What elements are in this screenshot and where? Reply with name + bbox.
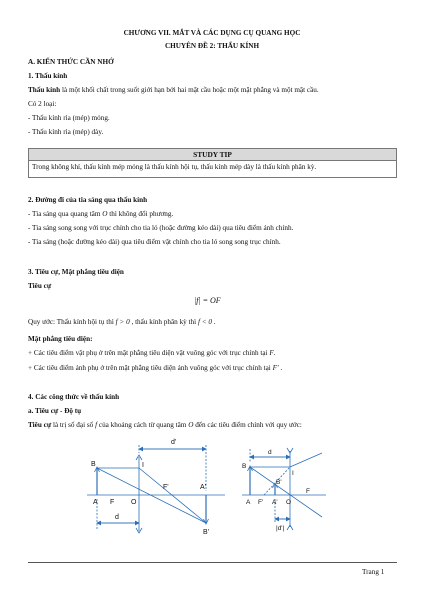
label-F-right: F <box>306 488 310 495</box>
study-tip-box <box>28 148 397 178</box>
s1-title: 1. Thấu kính <box>28 72 68 80</box>
s2-title: 2. Đường đi của tia sáng qua thấu kính <box>28 196 148 204</box>
converging-lens-diagram <box>85 435 230 535</box>
s3-plane-2 <box>28 364 282 373</box>
s3-title: 3. Tiêu cự, Mặt phẳng tiêu diện <box>28 268 124 276</box>
label-F-prime-right: F' <box>258 499 264 506</box>
plane-2-a: + Các tiêu điểm ảnh phụ ở trên mặt phẳng tiêu diện ảnh vuông góc với trục chính tại <box>28 364 273 372</box>
label-d-prime: d' <box>171 439 177 446</box>
s4-title: 4. Các công thức về thấu kính <box>28 393 120 401</box>
ray-center <box>97 468 206 523</box>
s4-definition <box>28 421 302 430</box>
s1-def-term: Thấu kính <box>28 86 61 94</box>
conv-a: Quy ước: Thấu kính hội tụ thì <box>28 318 116 326</box>
label-O: O <box>131 499 137 506</box>
chapter-title: CHƯƠNG VII. MẮT VÀ CÁC DỤNG CỤ QUANG HỌC <box>123 29 301 37</box>
plane-1-a: + Các tiêu điểm vật phụ ở trên mặt phẳng tiêu diện vật vuông góc với trục chính tại <box>28 349 270 357</box>
label-I-right: I <box>292 470 294 477</box>
s2-line-1-a: - Tia sáng qua quang tâm <box>28 210 103 218</box>
study-tip-title: STUDY TIP <box>29 149 396 161</box>
plane-1-f: F <box>269 349 274 357</box>
section-a-title: A. KIẾN THỨC CẦN NHỚ <box>28 58 114 66</box>
footer-rule <box>28 562 397 563</box>
label-d: d <box>115 514 119 521</box>
label-B-prime: B' <box>203 529 210 535</box>
label-A: A <box>93 499 98 506</box>
s4-def-f: f <box>95 421 98 429</box>
label-d-right: d <box>268 449 272 456</box>
s4-def-o: O <box>188 421 194 429</box>
s4-def-c: đến các tiêu điểm chính với quy ước: <box>193 421 302 429</box>
s2-line-1-o: O <box>102 210 108 218</box>
s4-def-a: là trị số đại số <box>51 421 96 429</box>
conv-c: . <box>212 318 216 326</box>
s4-def-term: Tiêu cự <box>28 421 52 429</box>
s2-line-2: - Tia sáng song song với trục chính cho tia ló (hoặc đường kéo dài) qua tiêu điểm ảnh chính. <box>28 224 294 232</box>
label-B: B <box>91 461 96 468</box>
label-A-prime-right: A' <box>272 499 278 506</box>
s1-definition <box>28 86 319 95</box>
label-O-right: O <box>286 499 292 506</box>
s1-def-rest: là một khối chất trong suốt giới hạn bởi hai mặt cầu hoặc một mặt phẳng và một mặt cầu. <box>60 86 319 94</box>
page-number: Trang 1 <box>362 568 385 576</box>
s2-line-1 <box>28 210 173 219</box>
s3-sub-focal-plane: Mặt phẳng tiêu diện: <box>28 335 93 343</box>
conv-b: , thấu kính phân kỳ thì <box>129 318 198 326</box>
diverging-lens-diagram <box>240 437 330 535</box>
s3-plane-1 <box>28 349 276 358</box>
s1-type-2: - Thấu kính rìa (mép) dày. <box>28 128 104 136</box>
label-F: F <box>110 499 115 506</box>
label-I: I <box>142 462 144 469</box>
label-B-prime-right: B' <box>276 479 282 486</box>
study-tip-body: Trong không khí, thấu kính mép mỏng là thấu kính hội tụ, thấu kính mép dày là thấu kính phân kỳ. <box>32 163 317 171</box>
s3-convention <box>28 318 216 327</box>
s2-line-1-b: thì không đổi phương. <box>107 210 174 218</box>
s4-def-b: của khoảng cách từ quang tâm <box>97 421 189 429</box>
s1-types-intro: Có 2 loại: <box>28 100 57 108</box>
label-dprime-abs: |d'| <box>276 525 285 532</box>
s4-sub-a: a. Tiêu cự - Độ tụ <box>28 407 82 415</box>
ray-center-right <box>250 467 322 517</box>
s2-line-3: - Tia sáng (hoặc đường kéo dài) qua tiêu điểm vật chính cho tia ló song song trục chính. <box>28 238 281 246</box>
label-A-prime: A' <box>200 484 207 491</box>
s3-sub-focal: Tiêu cự <box>28 282 52 290</box>
label-B-right: B <box>242 463 247 470</box>
topic-title: CHUYÊN ĐỀ 2: THẤU KÍNH <box>164 42 260 50</box>
focal-formula: |f| = OF <box>194 296 221 305</box>
lens-top-inward-arrow <box>287 448 293 453</box>
label-A-right: A <box>246 499 251 506</box>
ray-diverged <box>290 453 322 467</box>
s1-type-1: - Thấu kính rìa (mép) mỏng. <box>28 114 110 122</box>
label-F-prime: F' <box>163 484 169 491</box>
conv-f-positive: f > 0 <box>115 318 130 326</box>
plane-2-b: . <box>278 364 283 372</box>
plane-2-f: F' <box>272 364 279 372</box>
lens-bottom-inward-arrow <box>287 525 293 530</box>
ray-refracted <box>139 468 206 523</box>
plane-1-b: . <box>273 349 276 357</box>
conv-f-negative: f < 0 <box>197 318 212 326</box>
